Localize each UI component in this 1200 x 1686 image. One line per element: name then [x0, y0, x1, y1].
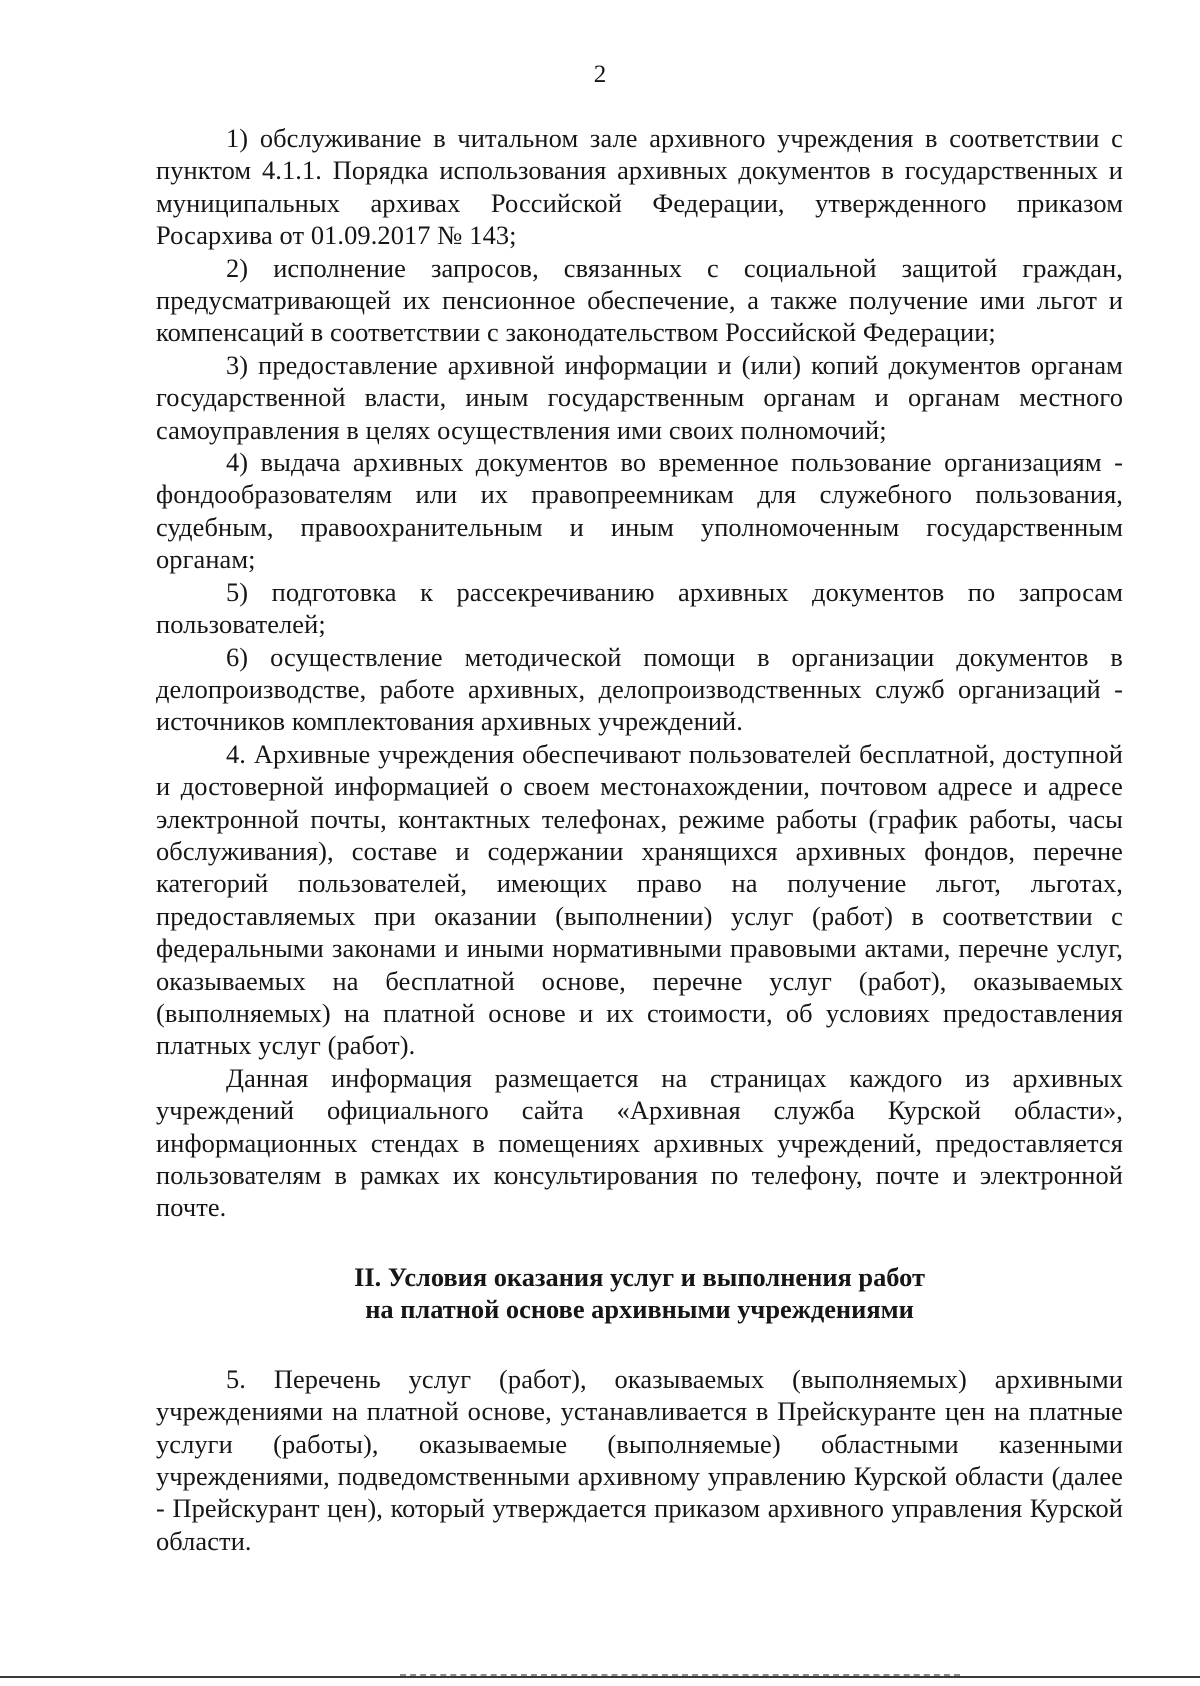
paragraph-clause-4: 4. Архивные учреждения обеспечивают пользователей бесплатной, доступной и достоверной информацией о своем местонахождении, почтовом адресе и адресе электронной почты, контактных телефонах, режиме работы (график работы, часы обслуживания), составе и содержании хранящихся архивных фондов, перечне категорий пользователей, имеющих право на получение льгот, льготах, предоставляемых при оказании (выполнении) услуг (работ) в соответствии с федеральными законами и иными нормативными правовыми актами, перечне услуг, оказываемых на бесплатной основе, перечне услуг (работ), оказываемых (выполняемых) на платной основе и их стоимости, об условиях предоставления платных услуг (работ). — [156, 738, 1123, 1061]
paragraph-item-6: 6) осуществление методической помощи в организации документов в делопроизводстве, работе архивных, делопроизводственных служб организаций - источников комплектования архивных учреждений. — [156, 641, 1123, 737]
page-bottom-rule — [0, 1676, 1200, 1678]
section-heading-line-2: на платной основе архивными учреждениями — [365, 1293, 914, 1324]
paragraph-item-5: 5) подготовка к рассекречиванию архивных документов по запросам пользователей; — [156, 576, 1123, 640]
paragraph-item-3: 3) предоставление архивной информации и (или) копий документов органам государственной власти, иным государственным органам и органам местного самоуправления в целях осуществления ими своих полномочий; — [156, 349, 1123, 445]
document-body — [156, 122, 1123, 1557]
paragraph-item-1: 1) обслуживание в читальном зале архивного учреждения в соответствии с пунктом 4.1.1. Порядка использования архивных документов в государственных и муниципальных архивах Российской Федерации, утвержденного приказом Росархива от 01.09.2017 № 143; — [156, 123, 1123, 251]
section-heading-line-1: II. Условия оказания услуг и выполнения работ — [354, 1261, 925, 1292]
section-heading — [156, 1261, 1123, 1325]
paragraph-item-2: 2) исполнение запросов, связанных с социальной защитой граждан, предусматривающей их пенсионное обеспечение, а также получение ими льгот и компенсаций в соответствии с законодательством Российской Федерации; — [156, 252, 1123, 348]
page-bottom-rule-dashed — [400, 1674, 960, 1676]
paragraph-info-placement: Данная информация размещается на страницах каждого из архивных учреждений официального сайта «Архивная служба Курской области», информационных стендах в помещениях архивных учреждений, предоставляется пользователям в рамках их консультирования по телефону, почте и электронной почте. — [156, 1062, 1123, 1223]
paragraph-item-4: 4) выдача архивных документов во временное пользование организациям - фондообразователям или их правопреемникам для служебного пользования, судебным, правоохранительным и иным уполномоченным государственным органам; — [156, 447, 1123, 575]
paragraph-clause-5: 5. Перечень услуг (работ), оказываемых (выполняемых) архивными учреждениями на платной основе, устанавливается в Прейскуранте цен на платные услуги (работы), оказываемые (выполняемые) областными казенными учреждениями, подведомственными архивному управлению Курской области (далее - Прейскурант цен), который утверждается приказом архивного управления Курской области. — [156, 1363, 1123, 1556]
page-number: 2 — [593, 61, 607, 88]
